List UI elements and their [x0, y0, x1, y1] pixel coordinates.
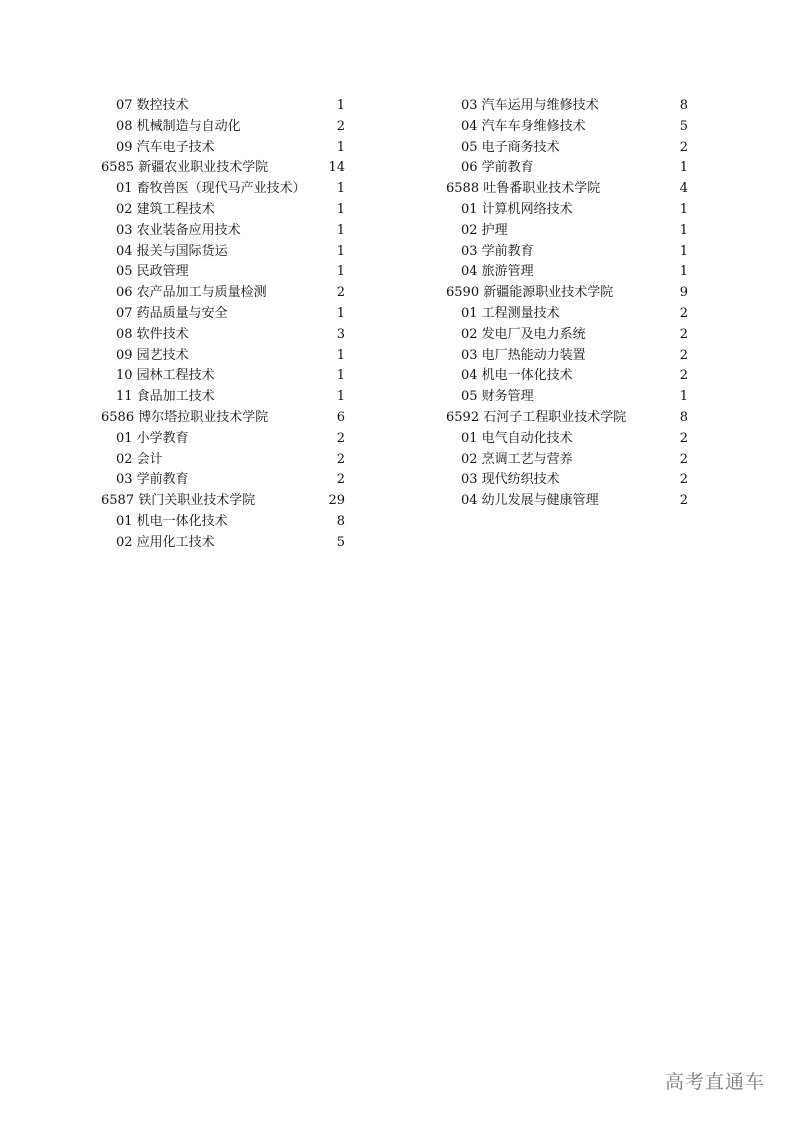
right-column — [446, 96, 688, 512]
enrollment-count: 9 — [679, 285, 688, 301]
major-name: 05 电子商务技术 — [461, 139, 560, 155]
major-name: 06 农产品加工与质量检测 — [116, 285, 267, 301]
major-name: 04 报关与国际货运 — [116, 243, 228, 259]
enrollment-count: 2 — [679, 347, 688, 363]
enrollment-count: 6 — [336, 409, 345, 425]
major-name: 03 学前教育 — [116, 472, 189, 488]
enrollment-count: 1 — [679, 389, 688, 405]
major-name: 04 旅游管理 — [461, 264, 534, 280]
school-name: 6592 石河子工程职业技术学院 — [446, 409, 627, 425]
major-row — [101, 429, 345, 450]
enrollment-count: 2 — [679, 139, 688, 155]
major-name: 06 学前教育 — [461, 160, 534, 176]
major-name: 04 汽车车身维修技术 — [461, 118, 586, 134]
enrollment-count: 2 — [336, 472, 345, 488]
enrollment-count: 2 — [679, 368, 688, 384]
enrollment-count: 1 — [679, 243, 688, 259]
enrollment-count: 2 — [679, 451, 688, 467]
enrollment-count: 1 — [679, 222, 688, 238]
major-row — [101, 325, 345, 346]
major-row — [446, 346, 688, 367]
major-row — [446, 450, 688, 471]
major-name: 04 机电一体化技术 — [461, 368, 573, 384]
major-row — [446, 470, 688, 491]
enrollment-count: 1 — [336, 347, 345, 363]
major-row — [101, 96, 345, 117]
major-name: 01 小学教育 — [116, 430, 189, 446]
enrollment-count: 1 — [336, 243, 345, 259]
major-row — [101, 366, 345, 387]
major-name: 03 现代纺织技术 — [461, 472, 560, 488]
major-row — [446, 96, 688, 117]
school-name: 6587 铁门关职业技术学院 — [101, 493, 256, 509]
major-row — [101, 221, 345, 242]
major-row — [101, 117, 345, 138]
school-row — [101, 158, 345, 179]
major-row — [101, 200, 345, 221]
major-row — [446, 491, 688, 512]
major-name: 01 电气自动化技术 — [461, 430, 573, 446]
enrollment-count: 1 — [336, 139, 345, 155]
major-row — [101, 387, 345, 408]
major-row — [446, 138, 688, 159]
major-row — [101, 450, 345, 471]
enrollment-count: 8 — [336, 513, 345, 529]
major-row — [101, 470, 345, 491]
enrollment-count: 2 — [336, 118, 345, 134]
major-name: 09 汽车电子技术 — [116, 139, 215, 155]
enrollment-count: 8 — [679, 98, 688, 113]
major-name: 02 建筑工程技术 — [116, 201, 215, 217]
major-row — [446, 304, 688, 325]
enrollment-count: 1 — [679, 201, 688, 217]
enrollment-count: 1 — [336, 201, 345, 217]
major-name: 07 药品质量与安全 — [116, 305, 228, 321]
major-name: 01 畜牧兽医（现代马产业技术） — [116, 181, 306, 197]
major-row — [446, 262, 688, 283]
enrollment-count: 2 — [336, 285, 345, 301]
major-row — [101, 533, 345, 554]
enrollment-count: 8 — [679, 409, 688, 425]
school-name: 6586 博尔塔拉职业技术学院 — [101, 409, 269, 425]
major-row — [101, 346, 345, 367]
enrollment-count: 1 — [336, 305, 345, 321]
school-name: 6590 新疆能源职业技术学院 — [446, 285, 614, 301]
major-row — [446, 221, 688, 242]
major-row — [446, 325, 688, 346]
major-row — [101, 138, 345, 159]
enrollment-count: 1 — [336, 368, 345, 384]
school-row — [446, 408, 688, 429]
enrollment-count: 2 — [679, 305, 688, 321]
enrollment-count: 4 — [679, 181, 688, 197]
major-name: 10 园林工程技术 — [116, 368, 215, 384]
major-row — [446, 387, 688, 408]
school-row — [101, 491, 345, 512]
major-name: 03 汽车运用与维修技术 — [461, 98, 599, 113]
enrollment-count: 14 — [328, 160, 345, 176]
left-column — [101, 96, 345, 554]
major-name: 02 会计 — [116, 451, 163, 467]
school-name: 6588 吐鲁番职业技术学院 — [446, 181, 601, 197]
school-name: 6585 新疆农业职业技术学院 — [101, 160, 269, 176]
enrollment-count: 2 — [336, 451, 345, 467]
major-name: 02 应用化工技术 — [116, 534, 215, 550]
enrollment-count: 2 — [679, 430, 688, 446]
school-row — [446, 179, 688, 200]
enrollment-count: 5 — [679, 118, 688, 134]
major-row — [446, 158, 688, 179]
enrollment-count: 2 — [679, 326, 688, 342]
enrollment-count: 2 — [679, 472, 688, 488]
enrollment-count: 1 — [679, 160, 688, 176]
major-name: 05 民政管理 — [116, 264, 189, 280]
enrollment-count: 1 — [336, 222, 345, 238]
major-name: 08 机械制造与自动化 — [116, 118, 241, 134]
major-row — [446, 366, 688, 387]
major-row — [446, 117, 688, 138]
major-name: 09 园艺技术 — [116, 347, 189, 363]
major-name: 03 学前教育 — [461, 243, 534, 259]
major-row — [101, 512, 345, 533]
major-row — [101, 242, 345, 263]
enrollment-count: 1 — [336, 264, 345, 280]
major-row — [101, 283, 345, 304]
major-row — [101, 262, 345, 283]
major-name: 03 电厂热能动力装置 — [461, 347, 586, 363]
school-row — [446, 283, 688, 304]
enrollment-count: 1 — [679, 264, 688, 280]
enrollment-count: 1 — [336, 389, 345, 405]
enrollment-count: 29 — [328, 493, 345, 509]
major-name: 04 幼儿发展与健康管理 — [461, 493, 599, 509]
major-name: 07 数控技术 — [116, 98, 189, 113]
major-name: 02 护理 — [461, 222, 508, 238]
enrollment-count: 2 — [336, 430, 345, 446]
major-row — [101, 304, 345, 325]
major-name: 05 财务管理 — [461, 389, 534, 405]
watermark-logo: 高考直通车 — [664, 1071, 765, 1093]
enrollment-count: 1 — [336, 181, 345, 197]
school-row — [101, 408, 345, 429]
major-row — [446, 200, 688, 221]
major-row — [446, 242, 688, 263]
major-name: 01 工程测量技术 — [461, 305, 560, 321]
enrollment-count: 2 — [679, 493, 688, 509]
enrollment-count: 3 — [336, 326, 345, 342]
major-name: 08 软件技术 — [116, 326, 189, 342]
major-name: 03 农业装备应用技术 — [116, 222, 241, 238]
major-name: 01 机电一体化技术 — [116, 513, 228, 529]
major-name: 02 发电厂及电力系统 — [461, 326, 586, 342]
enrollment-count: 1 — [336, 98, 345, 113]
enrollment-count: 5 — [336, 534, 345, 550]
major-name: 11 食品加工技术 — [116, 389, 215, 405]
major-row — [101, 179, 345, 200]
major-name: 01 计算机网络技术 — [461, 201, 573, 217]
major-name: 02 烹调工艺与营养 — [461, 451, 573, 467]
major-row — [446, 429, 688, 450]
